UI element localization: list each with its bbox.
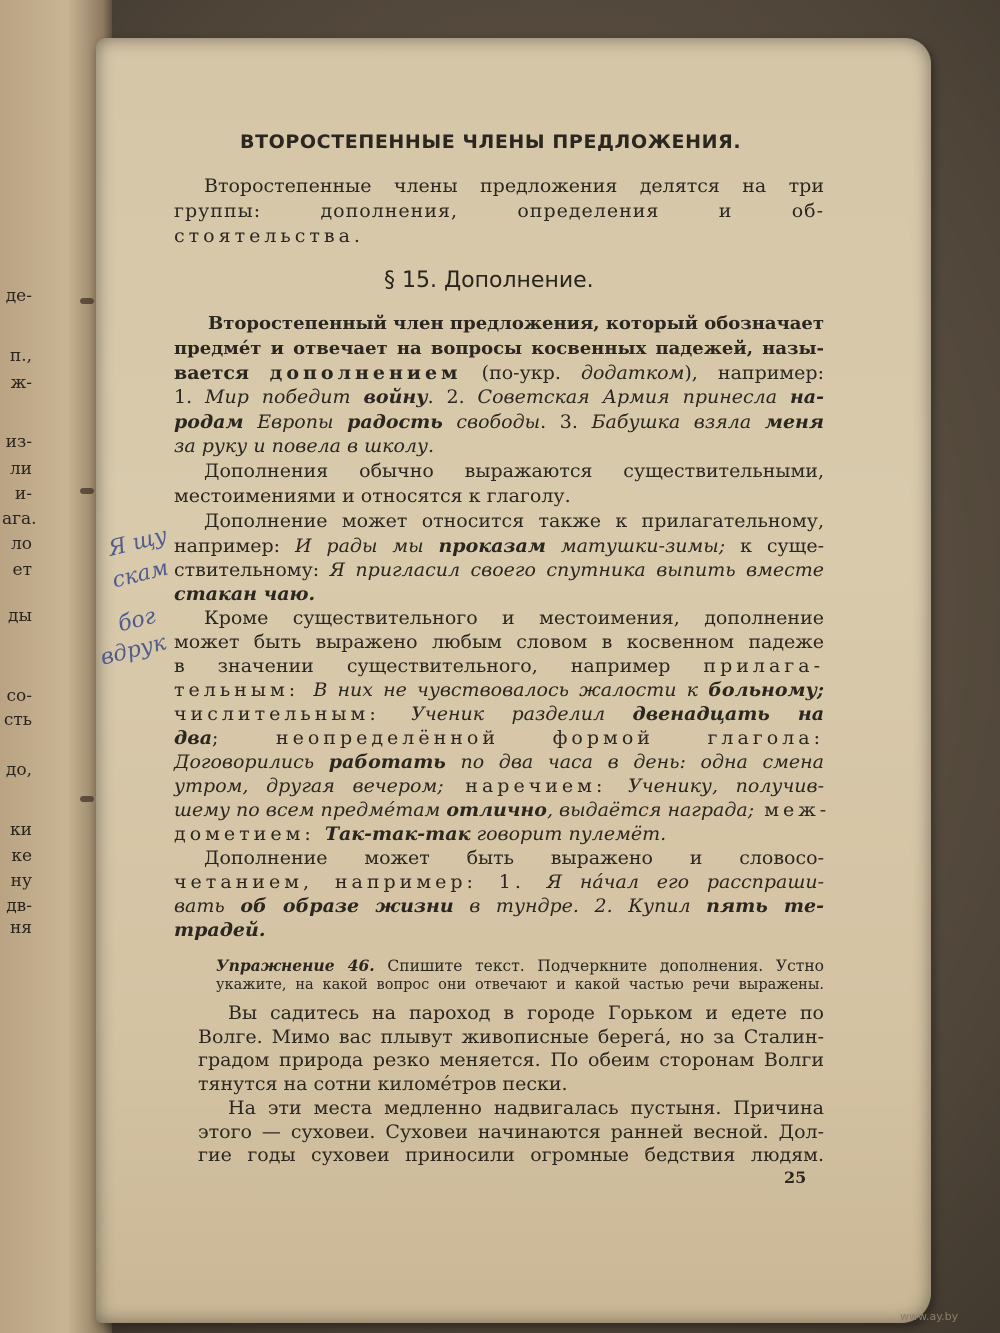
text-line: Дополнение может относится также к прилагательному, bbox=[204, 510, 824, 532]
text-line: тянутся на сотни киломéтров пески. bbox=[198, 1073, 568, 1095]
text-line: Дополнение может быть выражено и словосо- bbox=[204, 847, 824, 869]
left-fragment: ж- bbox=[10, 373, 32, 393]
text-line: за руку и повела в школу. bbox=[174, 435, 435, 457]
left-fragment: ке bbox=[11, 846, 32, 866]
text-line: местоимениями и относятся к глаголу. bbox=[174, 485, 571, 507]
text-line: числительным: Ученик разделил двенадцать на bbox=[174, 703, 825, 725]
text-line: градом природа резко меняется. По обеим сторонам Волги bbox=[198, 1049, 824, 1071]
left-fragment: де- bbox=[5, 286, 32, 306]
text-line: 1. Мир победит войну. 2. Советская Армия принесла на- bbox=[174, 386, 825, 408]
chapter-title: ВТОРОСТЕПЕННЫЕ ЧЛЕНЫ ПРЕДЛОЖЕНИЯ. bbox=[240, 131, 742, 153]
exercise-line: Упражнение 46. Спишите текст. Подчеркните дополнения. Устно bbox=[216, 956, 824, 975]
text-line: Кроме существительного и местоимения, дополнение bbox=[204, 607, 824, 629]
page-number: 25 bbox=[784, 1168, 807, 1187]
text-line: ствительному: Я пригласил своего спутника выпить вместе bbox=[174, 559, 824, 581]
stitch-mark bbox=[80, 298, 94, 304]
handwritten-note: скам bbox=[109, 555, 172, 594]
left-fragment: и- bbox=[14, 484, 32, 504]
text-line: в значении существительного, например прилага- bbox=[174, 655, 824, 677]
left-fragment: до, bbox=[5, 760, 32, 780]
handwritten-note: вдрук bbox=[97, 630, 169, 671]
text-line: например: И рады мы проказам матушки-зимы; к суще- bbox=[174, 535, 824, 557]
text-line: группы: дополнения, определения и об- bbox=[174, 200, 824, 222]
stitch-mark bbox=[80, 796, 94, 802]
handwritten-note: бог bbox=[115, 603, 159, 638]
text-line: этого — суховеи. Суховеи начинаются ранней весной. Дол- bbox=[198, 1121, 824, 1143]
left-fragment: дв- bbox=[6, 896, 32, 916]
text-line: четанием, например: 1. Я нáчал его расспраши- bbox=[174, 871, 824, 893]
left-fragment: сть bbox=[3, 710, 32, 730]
left-fragment: ки bbox=[10, 820, 32, 840]
text-line: дометием: Так-так-так говорит пулемёт. bbox=[174, 823, 667, 845]
text-line: Вы садитесь на пароход в городе Горьком и едете по bbox=[228, 1002, 824, 1024]
left-fragment: ло bbox=[10, 534, 32, 554]
text-line: Дополнения обычно выражаются существительными, bbox=[204, 460, 824, 482]
watermark: www.ay.by bbox=[900, 1310, 959, 1323]
text-line: предмéт и отвечает на вопросы косвенных падежей, назы- bbox=[174, 338, 824, 359]
text-line: стакан чаю. bbox=[174, 583, 316, 605]
left-fragment: ли bbox=[9, 459, 32, 479]
stitch-mark bbox=[80, 488, 94, 494]
text-line: родам Европы радость свободы. 3. Бабушка взяла меня bbox=[174, 411, 824, 433]
text-line: тельным: В них не чувствовалось жалости к больному; bbox=[174, 679, 824, 701]
text-line: Волге. Мимо вас плывут живописные берегá, но за Сталин- bbox=[198, 1026, 824, 1048]
handwritten-note: Я щу bbox=[105, 523, 170, 562]
text-line: гие годы суховеи приносили огромные бедствия людям. bbox=[198, 1144, 824, 1166]
section-heading: § 15. Дополнение. bbox=[384, 268, 594, 293]
exercise-label: Упражнение 46. bbox=[216, 956, 375, 975]
left-fragment: ет bbox=[12, 560, 32, 580]
text-line: Второстепенные члены предложения делятся на три bbox=[204, 175, 824, 197]
left-fragment: п., bbox=[9, 346, 32, 366]
left-fragment: ня bbox=[9, 918, 32, 938]
text-line: может быть выражено любым словом в косвенном падеже bbox=[174, 631, 824, 653]
left-fragment: ага. bbox=[2, 509, 37, 529]
text-line: Договорились работать по два часа в день: одна смена bbox=[174, 751, 824, 773]
text-line: На эти места медленно надвигалась пустыня. Причина bbox=[228, 1097, 824, 1119]
left-fragment: ды bbox=[8, 606, 32, 626]
left-fragment: ну bbox=[10, 871, 32, 891]
text-line: традей. bbox=[174, 919, 266, 941]
left-fragment: из- bbox=[5, 432, 32, 452]
exercise-line: укажите, на какой вопрос они отвечают и какой частью речи выражены. bbox=[216, 977, 824, 993]
text-line: утром, другая вечером; наречием: Ученику, получив- bbox=[174, 775, 824, 797]
text-line: шему по всем предмéтам отлично, выдаётся награда; меж- bbox=[174, 799, 831, 821]
text-line: Второстепенный член предложения, который обозначает bbox=[208, 313, 825, 334]
text-line: вать об образе жизни в тундре. 2. Купил пять те- bbox=[174, 895, 824, 917]
left-fragment: со- bbox=[6, 686, 32, 706]
text-line: два; неопределённой формой глагола: bbox=[174, 727, 824, 749]
text-line: вается дополнением (по-укр. додатком), например: bbox=[174, 362, 824, 384]
text-line: стоятельства. bbox=[174, 225, 364, 247]
